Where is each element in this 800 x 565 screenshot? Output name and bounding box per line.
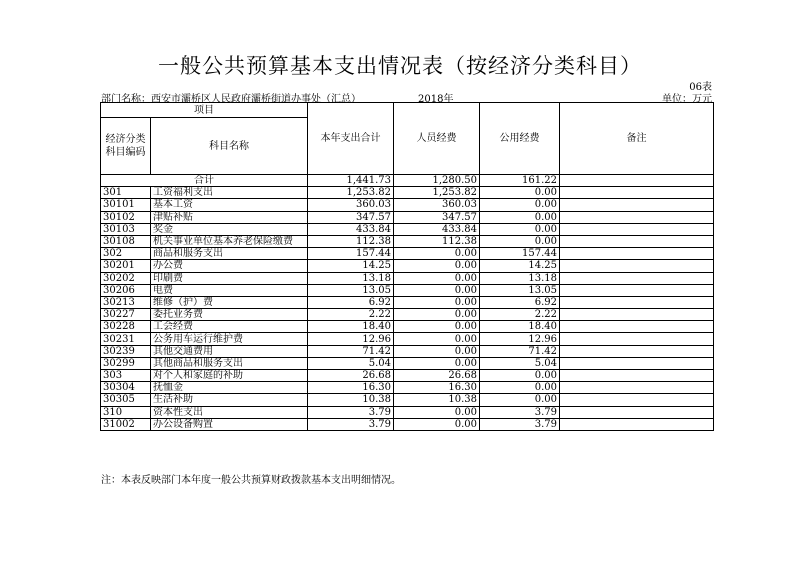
total-personnel: 1,280.50 <box>394 175 480 187</box>
header-personnel: 人员经费 <box>394 103 480 175</box>
row-total: 5.04 <box>308 357 394 369</box>
row-code: 30103 <box>101 223 151 235</box>
row-name: 其他商品和服务支出 <box>151 357 308 369</box>
row-name: 奖金 <box>151 223 308 235</box>
row-code: 302 <box>101 248 151 260</box>
header-row-top <box>101 103 714 118</box>
table-row <box>101 309 714 321</box>
row-public: 13.18 <box>480 272 560 284</box>
row-name: 公务用车运行维护费 <box>151 333 308 345</box>
header-name: 科目名称 <box>151 118 308 175</box>
row-remark <box>560 370 714 382</box>
row-code: 301 <box>101 187 151 199</box>
table-row <box>101 357 714 369</box>
row-code: 30305 <box>101 394 151 406</box>
table-row <box>101 187 714 199</box>
row-code: 30206 <box>101 284 151 296</box>
row-remark <box>560 406 714 418</box>
row-public: 0.00 <box>480 235 560 247</box>
row-code: 30227 <box>101 309 151 321</box>
row-remark <box>560 272 714 284</box>
budget-year: 2018年 <box>418 94 454 105</box>
total-public: 161.22 <box>480 175 560 187</box>
row-public: 3.79 <box>480 418 560 430</box>
row-code: 30213 <box>101 296 151 308</box>
row-public: 13.05 <box>480 284 560 296</box>
header-public: 公用经费 <box>480 103 560 175</box>
row-name: 维修（护）费 <box>151 296 308 308</box>
table-row <box>101 394 714 406</box>
row-total: 18.40 <box>308 321 394 333</box>
table-row <box>101 333 714 345</box>
row-public: 0.00 <box>480 211 560 223</box>
total-row <box>101 175 714 187</box>
row-total: 433.84 <box>308 223 394 235</box>
row-total: 26.68 <box>308 370 394 382</box>
row-personnel: 433.84 <box>394 223 480 235</box>
header-project: 项目 <box>101 103 308 118</box>
row-personnel: 0.00 <box>394 248 480 260</box>
row-total: 347.57 <box>308 211 394 223</box>
row-public: 0.00 <box>480 199 560 211</box>
row-total: 14.25 <box>308 260 394 272</box>
row-remark <box>560 345 714 357</box>
row-code: 30231 <box>101 333 151 345</box>
row-remark <box>560 235 714 247</box>
total-total: 1,441.73 <box>308 175 394 187</box>
row-total: 1,253.82 <box>308 187 394 199</box>
table-row <box>101 199 714 211</box>
row-personnel: 0.00 <box>394 333 480 345</box>
row-public: 0.00 <box>480 394 560 406</box>
row-personnel: 0.00 <box>394 309 480 321</box>
row-total: 13.05 <box>308 284 394 296</box>
table-row <box>101 296 714 308</box>
row-code: 310 <box>101 406 151 418</box>
table-body <box>101 103 714 431</box>
row-remark <box>560 223 714 235</box>
row-remark <box>560 321 714 333</box>
table-row <box>101 235 714 247</box>
row-name: 抚恤金 <box>151 382 308 394</box>
row-personnel: 0.00 <box>394 345 480 357</box>
row-code: 30102 <box>101 211 151 223</box>
row-public: 0.00 <box>480 370 560 382</box>
row-personnel: 360.03 <box>394 199 480 211</box>
row-remark <box>560 187 714 199</box>
total-remark <box>560 175 714 187</box>
row-code: 30228 <box>101 321 151 333</box>
row-code: 30101 <box>101 199 151 211</box>
row-personnel: 26.68 <box>394 370 480 382</box>
row-name: 印刷费 <box>151 272 308 284</box>
table-row <box>101 211 714 223</box>
table-row <box>101 418 714 430</box>
row-remark <box>560 248 714 260</box>
row-personnel: 0.00 <box>394 260 480 272</box>
row-public: 0.00 <box>480 223 560 235</box>
row-total: 3.79 <box>308 406 394 418</box>
row-personnel: 1,253.82 <box>394 187 480 199</box>
footnote: 注：本表反映部门本年度一般公共预算财政拨款基本支出明细情况。 <box>101 475 401 486</box>
row-remark <box>560 394 714 406</box>
row-personnel: 0.00 <box>394 321 480 333</box>
row-public: 14.25 <box>480 260 560 272</box>
row-code: 30304 <box>101 382 151 394</box>
row-total: 6.92 <box>308 296 394 308</box>
row-personnel: 0.00 <box>394 418 480 430</box>
row-public: 5.04 <box>480 357 560 369</box>
row-name: 委托业务费 <box>151 309 308 321</box>
row-code: 30202 <box>101 272 151 284</box>
row-remark <box>560 357 714 369</box>
page-title: 一般公共预算基本支出情况表（按经济分类科目） <box>158 54 642 78</box>
table-row <box>101 382 714 394</box>
row-name: 电费 <box>151 284 308 296</box>
row-public: 0.00 <box>480 382 560 394</box>
table-row <box>101 284 714 296</box>
row-public: 2.22 <box>480 309 560 321</box>
unit-label: 单位：万元 <box>662 94 712 105</box>
table-row <box>101 321 714 333</box>
table-row <box>101 345 714 357</box>
table-row <box>101 370 714 382</box>
table-row <box>101 406 714 418</box>
row-total: 157.44 <box>308 248 394 260</box>
row-remark <box>560 418 714 430</box>
row-total: 10.38 <box>308 394 394 406</box>
row-total: 12.96 <box>308 333 394 345</box>
row-total: 13.18 <box>308 272 394 284</box>
row-remark <box>560 211 714 223</box>
row-total: 71.42 <box>308 345 394 357</box>
header-total: 本年支出合计 <box>308 103 394 175</box>
table-row <box>101 248 714 260</box>
row-name: 对个人和家庭的补助 <box>151 370 308 382</box>
header-remark: 备注 <box>560 103 714 175</box>
table-row <box>101 223 714 235</box>
expenditure-table <box>100 102 714 431</box>
row-personnel: 16.30 <box>394 382 480 394</box>
row-remark <box>560 382 714 394</box>
row-personnel: 347.57 <box>394 211 480 223</box>
row-personnel: 10.38 <box>394 394 480 406</box>
row-total: 2.22 <box>308 309 394 321</box>
row-code: 30201 <box>101 260 151 272</box>
row-name: 办公费 <box>151 260 308 272</box>
row-name: 工资福利支出 <box>151 187 308 199</box>
row-code: 30108 <box>101 235 151 247</box>
table-row <box>101 260 714 272</box>
row-personnel: 0.00 <box>394 357 480 369</box>
row-remark <box>560 333 714 345</box>
header-code: 经济分类科目编码 <box>101 118 151 175</box>
row-personnel: 0.00 <box>394 284 480 296</box>
row-public: 0.00 <box>480 187 560 199</box>
row-personnel: 0.00 <box>394 296 480 308</box>
row-public: 3.79 <box>480 406 560 418</box>
row-personnel: 112.38 <box>394 235 480 247</box>
department-name: 部门名称：西安市灞桥区人民政府灞桥街道办事处（汇总） <box>101 94 361 105</box>
row-name: 商品和服务支出 <box>151 248 308 260</box>
row-name: 津贴补贴 <box>151 211 308 223</box>
row-remark <box>560 199 714 211</box>
row-remark <box>560 296 714 308</box>
row-name: 生活补助 <box>151 394 308 406</box>
row-total: 360.03 <box>308 199 394 211</box>
row-name: 工会经费 <box>151 321 308 333</box>
row-code: 30239 <box>101 345 151 357</box>
row-name: 基本工资 <box>151 199 308 211</box>
row-code: 303 <box>101 370 151 382</box>
row-total: 16.30 <box>308 382 394 394</box>
row-public: 71.42 <box>480 345 560 357</box>
row-name: 其他交通费用 <box>151 345 308 357</box>
row-public: 157.44 <box>480 248 560 260</box>
row-name: 办公设备购置 <box>151 418 308 430</box>
table-row <box>101 272 714 284</box>
row-total: 3.79 <box>308 418 394 430</box>
row-personnel: 0.00 <box>394 272 480 284</box>
row-remark <box>560 284 714 296</box>
row-remark <box>560 260 714 272</box>
row-name: 资本性支出 <box>151 406 308 418</box>
row-name: 机关事业单位基本养老保险缴费 <box>151 235 308 247</box>
row-remark <box>560 309 714 321</box>
row-total: 112.38 <box>308 235 394 247</box>
row-public: 12.96 <box>480 333 560 345</box>
form-number: 06表 <box>689 82 712 93</box>
row-personnel: 0.00 <box>394 406 480 418</box>
total-label: 合计 <box>101 175 308 187</box>
row-public: 18.40 <box>480 321 560 333</box>
row-code: 31002 <box>101 418 151 430</box>
row-public: 6.92 <box>480 296 560 308</box>
row-code: 30299 <box>101 357 151 369</box>
